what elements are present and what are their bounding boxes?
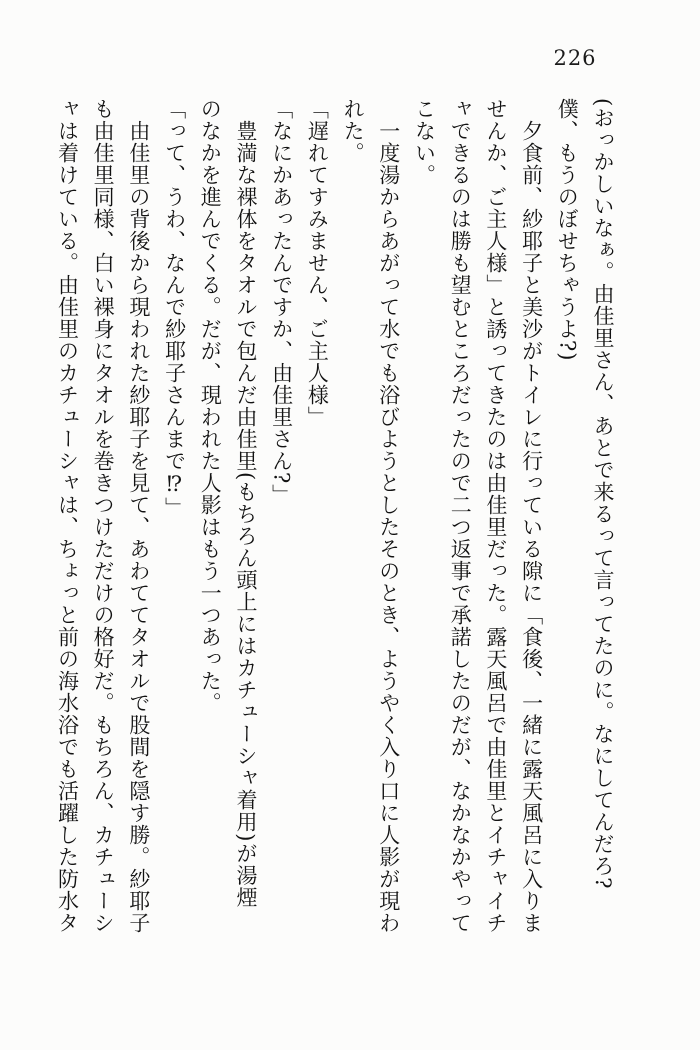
text-line: 一度湯からあがって水でも浴びようとしたそのとき、ようやく入り口に人影が現わ (376, 120, 401, 934)
text-line: 由佳里の背後から現われた紗耶子を見て、あわててタオルで股間を隠す勝。紗耶子 (126, 120, 151, 934)
text-line: 僕、もうのぼせちゃうよ?) (555, 98, 580, 362)
vertical-text-block (49, 98, 620, 950)
text-line: ャできるのは勝も望むところだったので二つ返事で承諾したのだが、なかなかやって (448, 98, 473, 934)
text-line: せんか、ご主人様」と誘ってきたのは由佳里だった。露天風呂で由佳里とイチャイチ (483, 98, 508, 934)
text-line: も由佳里同様、白い裸身にタオルを巻きつけただけの格好だ。もちろん、カチューシ (91, 98, 116, 934)
text-line: こない。 (412, 98, 437, 186)
text-line: 「って、うわ、なんで紗耶子さんまで⁉」 (162, 98, 187, 519)
text-line: 夕食前、紗耶子と美沙がトイレに行っている隙に「食後、一緒に露天風呂に入りま (519, 120, 544, 934)
text-line: (おっかしいなぁ。由佳里さん、あとで来るって言ってたのに。なにしてんだろ? (591, 98, 615, 890)
text-line: ャは着けている。由佳里のカチューシャは、ちょっと前の海水浴でも活躍した防水タ (55, 98, 80, 934)
text-line: れた。 (341, 98, 366, 164)
text-line: 「なにかあったんですか、由佳里さん?」 (269, 98, 294, 507)
text-line: 豊満な裸体をタオルで包んだ由佳里(もちろん頭上にはカチューシャ着用)が湯煙 (233, 120, 258, 909)
page-number: 226 (553, 46, 597, 70)
text-line: のなかを進んでくる。だが、現われた人影はもう一つあった。 (198, 98, 223, 714)
text-line: 「遅れてすみません、ご主人様」 (305, 98, 330, 428)
